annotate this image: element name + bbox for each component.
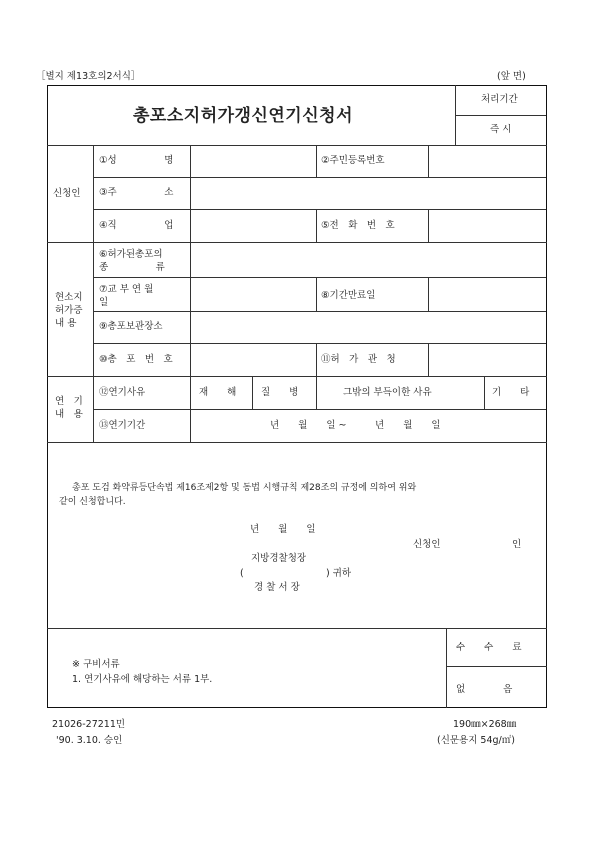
gun-type-label-2: 종 류 [99, 262, 165, 273]
job-field[interactable] [192, 211, 314, 240]
footer-size: 190㎜×268㎜ [453, 719, 517, 730]
authority-label: ⑪허 가 관 청 [321, 354, 396, 365]
documents-item-1: 1. 연기사유에 해당하는 서류 1부. [72, 674, 213, 685]
authority-field[interactable] [430, 345, 544, 374]
gun-number-label: ⑩총 포 번 호 [99, 354, 173, 365]
license-group-label-1: 현소지 [55, 292, 83, 303]
form-label: ［별지 제13호의2서식］ [36, 71, 141, 82]
license-group-label-2: 허가증 [55, 305, 83, 316]
application-date[interactable]: 년 월 일 [250, 524, 316, 535]
processing-value: 즉 시 [490, 124, 512, 135]
period-label: ⑬연기기간 [99, 420, 146, 431]
page-title: 총포소지허가갱신연기신청서 [133, 106, 353, 126]
issue-date-field[interactable] [192, 279, 314, 309]
signer-label: 신청인 [413, 539, 441, 550]
reason-option-disaster[interactable]: 재 해 [199, 387, 237, 398]
resident-id-field[interactable] [430, 147, 544, 175]
gun-type-field[interactable] [192, 244, 544, 275]
statement-line-2: 같이 신청합니다. [59, 497, 126, 507]
reason-option-other[interactable]: 기 타 [492, 387, 530, 398]
gun-number-field[interactable] [192, 345, 314, 374]
expiry-field[interactable] [430, 279, 544, 309]
resident-id-label: ②주민등록번호 [321, 155, 385, 166]
recipient-paren-open: ( [240, 568, 244, 579]
address-label: ③주 소 [99, 187, 174, 198]
footer-paper: (신문용지 54g/㎡) [437, 735, 515, 746]
recipient-station: 경 찰 서 장 [254, 582, 300, 593]
footer-code: 21026-27211민 [52, 719, 126, 730]
name-label: ①성 명 [99, 155, 174, 166]
fee-value: 없 음 [456, 684, 513, 695]
reason-option-unavoidable[interactable]: 그밖의 부득이한 사유 [343, 387, 432, 398]
expiry-label: ⑧기간만료일 [321, 290, 376, 301]
documents-title: ※ 구비서류 [72, 659, 120, 670]
footer-approval: '90. 3.10. 승인 [56, 735, 123, 746]
issue-date-label: ⑦교 부 연 월 [99, 284, 154, 295]
postpone-group-label-1: 연 기 [55, 396, 83, 407]
applicant-group-label: 신청인 [53, 188, 81, 199]
fee-label: 수 수 료 [456, 642, 522, 653]
phone-field[interactable] [430, 211, 544, 240]
recipient-paren-close: ) 귀하 [326, 568, 352, 579]
name-field[interactable] [192, 147, 314, 175]
storage-label: ⑨총포보관장소 [99, 321, 163, 332]
gun-type-label: ⑥허가된총포의 [99, 249, 163, 260]
storage-field[interactable] [192, 313, 544, 341]
license-group-label-3: 내 용 [55, 318, 77, 329]
recipient-regional: 지방경찰청장 [251, 553, 307, 564]
address-field[interactable] [192, 179, 544, 207]
statement-line-1: 총포 도검 화약류등단속법 제16조제2항 및 동법 시행규칙 제28조의 규정에 의하여 위와 [72, 483, 417, 493]
phone-label: ⑤전 화 번 호 [321, 220, 395, 231]
seal-label[interactable]: 인 [512, 539, 522, 550]
issue-date-label-2: 일 [99, 297, 109, 308]
reason-option-illness[interactable]: 질 병 [261, 387, 299, 398]
reason-label: ⑫연기사유 [99, 387, 146, 398]
processing-label: 처리기간 [481, 94, 518, 105]
job-label: ④직 업 [99, 220, 174, 231]
period-value[interactable]: 년 월 일 ~ 년 월 일 [270, 420, 441, 431]
postpone-group-label-2: 내 용 [55, 409, 83, 420]
page-side-label: (앞 면) [497, 71, 526, 82]
